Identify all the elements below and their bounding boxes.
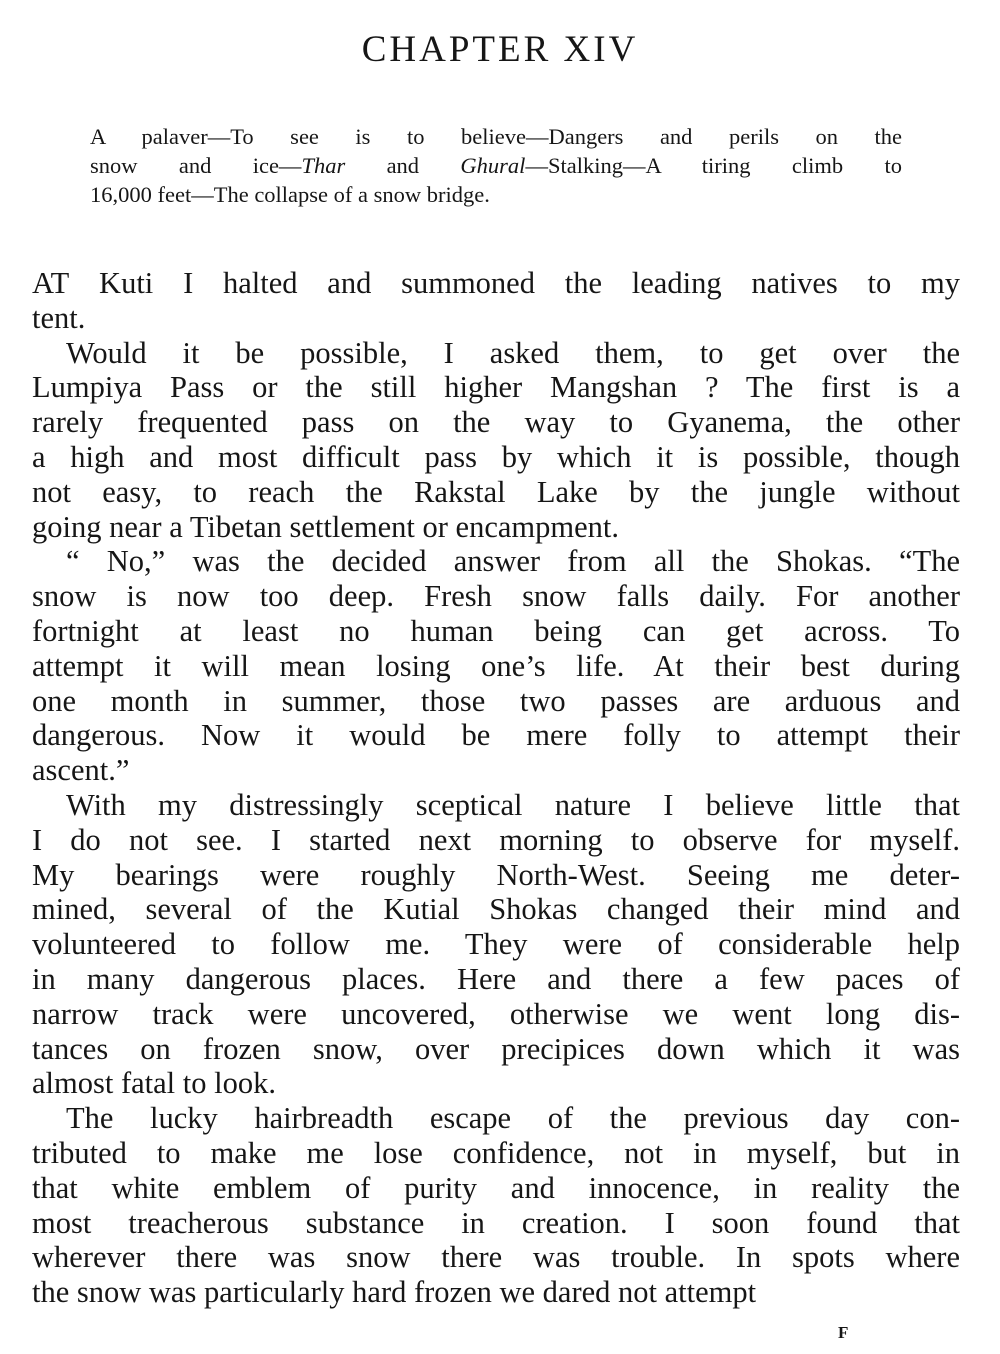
synopsis-line: snow and ice—Thar and Ghural—Stalking—A tiring climb to [90, 153, 903, 178]
text-line: one month in summer, those two passes are arduous and [32, 683, 960, 718]
synopsis-line: 16,000 feet—The collapse of a snow bridge. [90, 182, 490, 207]
text-line: “ No,” was the decided answer from all the Shokas. “The [66, 544, 960, 579]
body-text [32, 266, 960, 1310]
paragraph [32, 1101, 960, 1310]
signature-mark: F [838, 1323, 850, 1342]
text-line: snow is now too deep. Fresh snow falls daily. For another [32, 579, 960, 614]
text-line: a high and most difficult pass by which it is possible, though [32, 439, 960, 474]
text-line: the snow was particularly hard frozen we dared not attempt [32, 1275, 757, 1310]
chapter-synopsis [90, 122, 902, 209]
text-line: attempt it will mean losing one’s life. At their best during [32, 648, 960, 683]
text-line: not easy, to reach the Rakstal Lake by the jungle without [32, 474, 960, 509]
text-line: wherever there was snow there was trouble. In spots where [32, 1240, 960, 1275]
text-line: rarely frequented pass on the way to Gyanema, the other [32, 405, 960, 440]
paragraph [32, 788, 960, 1101]
paragraph [32, 266, 960, 336]
text-line: almost fatal to look. [32, 1066, 276, 1101]
text-line: Would it be possible, I asked them, to get over the [66, 335, 960, 370]
text-line: volunteered to follow me. They were of considerable help [32, 927, 960, 962]
text-line: ascent.” [32, 753, 130, 788]
chapter-title: CHAPTER XIV [361, 29, 639, 70]
text-line: fortnight at least no human being can get across. To [32, 613, 960, 648]
synopsis-line: A palaver—To see is to believe—Dangers and perils on the [90, 124, 902, 149]
text-line: in many dangerous places. Here and there a few paces of [32, 961, 960, 996]
text-line: narrow track were uncovered, otherwise we went long dis- [32, 996, 960, 1031]
text-line: mined, several of the Kutial Shokas changed their mind and [32, 892, 960, 927]
text-line: tances on frozen snow, over precipices down which it was [32, 1031, 960, 1066]
text-line: tributed to make me lose confidence, not in myself, but in [32, 1135, 960, 1170]
text-line: With my distressingly sceptical nature I believe little that [66, 787, 960, 822]
text-line: I do not see. I started next morning to observe for myself. [32, 822, 960, 857]
text-line: most treacherous substance in creation. I soon found that [32, 1205, 960, 1240]
text-line: tent. [32, 300, 86, 335]
text-line: Lumpiya Pass or the still higher Mangshan ? The first is a [32, 370, 960, 405]
paragraph [32, 336, 960, 545]
text-line: The lucky hairbreadth escape of the previous day con- [66, 1101, 960, 1136]
text-line: My bearings were roughly North-West. Seeing me deter- [32, 857, 960, 892]
text-line: dangerous. Now it would be mere folly to attempt their [32, 718, 960, 753]
text-line: AT Kuti I halted and summoned the leading natives to my [32, 266, 960, 300]
text-line: going near a Tibetan settlement or encampment. [32, 509, 619, 544]
paragraph [32, 544, 960, 788]
opening-word: AT [32, 266, 70, 300]
text-line: that white emblem of purity and innocence, in reality the [32, 1170, 960, 1205]
